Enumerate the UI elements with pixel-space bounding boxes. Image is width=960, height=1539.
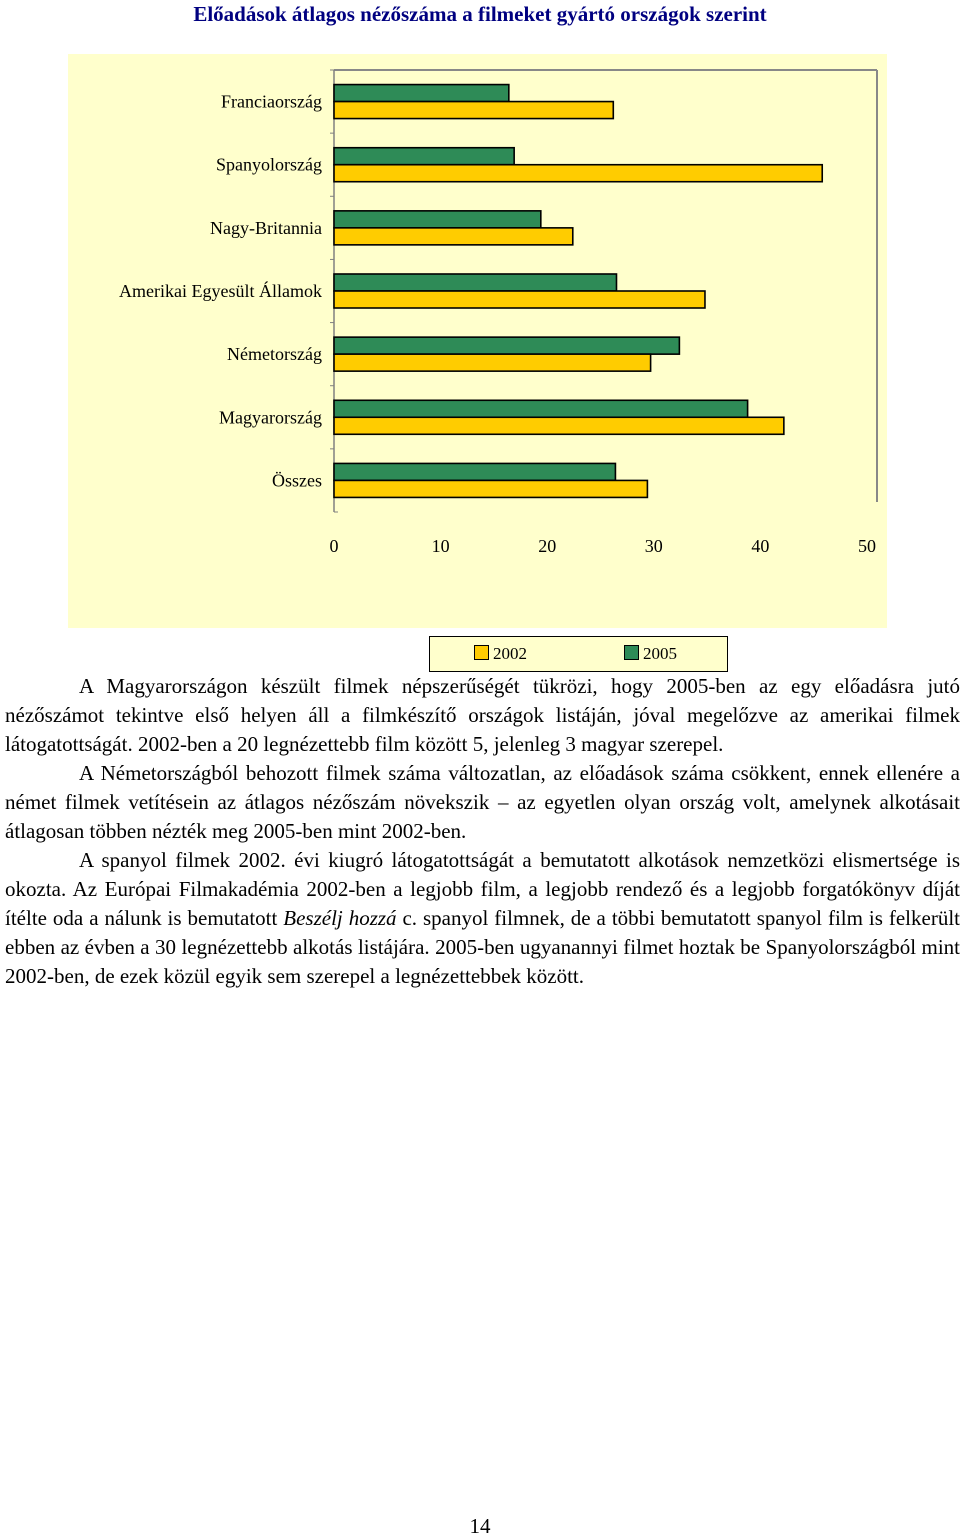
legend-label-2002: 2002 bbox=[493, 644, 527, 663]
bar-chart bbox=[68, 54, 887, 663]
bar-2002-spanyolorszag bbox=[334, 165, 822, 182]
bar-2002-magyarorszag bbox=[334, 417, 784, 434]
body-text bbox=[5, 672, 960, 991]
x-tick-label-0: 0 bbox=[329, 536, 339, 556]
bar-2005-osszes bbox=[334, 463, 615, 480]
bar-2005-spanyolorszag bbox=[334, 148, 514, 165]
bar-2002-nemetorszag bbox=[334, 354, 651, 371]
bar-2002-franciaorszag bbox=[334, 102, 613, 119]
paragraph-3-part-2: c. spanyol filmnek, de a többi bemutatott spanyol film is felkerült ebben az évben a 30 legnézettebb alkotás listájára. 2005-ben ugyanannyi filmet hoztak be Spanyolországból mint 2002-ben, de ezek közül egyik sem szerepel a legnézettebbek között. bbox=[5, 906, 960, 988]
x-tick-label-10: 10 bbox=[431, 536, 450, 556]
category-label-osszes: Összes bbox=[272, 470, 322, 491]
paragraph-1: A Magyarországon készült filmek népszerűségét tükrözi, hogy 2005-ben az egy előadásra jutó nézőszámot tekintve első helyen áll a filmkészítő országok listáján, jóval megelőzve az amerikai filmek látogatottságát. 2002-ben a 20 legnézettebb film között 5, jelenleg 3 magyar szerepel. bbox=[5, 674, 960, 756]
page-number: 14 bbox=[469, 1514, 491, 1538]
bar-2005-magyarorszag bbox=[334, 400, 748, 417]
category-label-spanyolorszag: Spanyolország bbox=[216, 154, 322, 175]
bar-2002-nagy-britannia bbox=[334, 228, 573, 245]
legend-item-2005 bbox=[624, 644, 677, 664]
category-label-magyarorszag: Magyarország bbox=[219, 407, 322, 428]
bar-2005-franciaorszag bbox=[334, 85, 509, 102]
category-label-amerikai-egyesult-allamok: Amerikai Egyesült Államok bbox=[119, 281, 322, 301]
page-title: Előadások átlagos nézőszáma a filmeket gyártó országok szerint bbox=[193, 2, 767, 26]
x-tick-label-50: 50 bbox=[858, 536, 876, 556]
paragraph-2: A Németországból behozott filmek száma változatlan, az előadások száma csökkent, ennek ellenére a német filmek vetítésein az átlagos nézőszám növekszik – az egyetlen olyan ország volt, amelynek alkotásait átlagosan többen nézték meg 2005-ben mint 2002-ben. bbox=[5, 761, 960, 843]
legend-label-2005: 2005 bbox=[643, 644, 677, 663]
bar-2005-amerikai-egyesult-allamok bbox=[334, 274, 616, 291]
chart-plot bbox=[68, 54, 887, 628]
film-title: Beszélj hozzá bbox=[283, 906, 397, 930]
x-tick-label-40: 40 bbox=[751, 536, 770, 556]
x-tick-label-30: 30 bbox=[644, 536, 663, 556]
paragraph-3 bbox=[5, 846, 960, 991]
x-tick-label-20: 20 bbox=[538, 536, 557, 556]
legend-swatch-2005 bbox=[624, 645, 639, 660]
category-label-nagy-britannia: Nagy-Britannia bbox=[210, 217, 322, 238]
bar-2005-nagy-britannia bbox=[334, 211, 541, 228]
legend-swatch-2002 bbox=[474, 645, 489, 660]
category-label-nemetorszag: Németország bbox=[227, 344, 322, 365]
paragraph-3-part-1: A spanyol filmek 2002. évi kiugró látogatottságát a bemutatott alkotások nemzetközi elismertsége is okozta. Az Európai Filmakadémia 2002-ben a legjobb film, a legjobb rendező és a legjobb forgatókönyv díját ítélte oda a nálunk is bemutatott bbox=[5, 848, 960, 930]
legend-item-2002 bbox=[474, 644, 527, 664]
chart-legend bbox=[429, 636, 728, 672]
category-label-franciaorszag: Franciaország bbox=[221, 91, 322, 112]
bar-2002-amerikai-egyesult-allamok bbox=[334, 291, 705, 308]
bar-2005-nemetorszag bbox=[334, 337, 679, 354]
bar-2002-osszes bbox=[334, 480, 647, 497]
